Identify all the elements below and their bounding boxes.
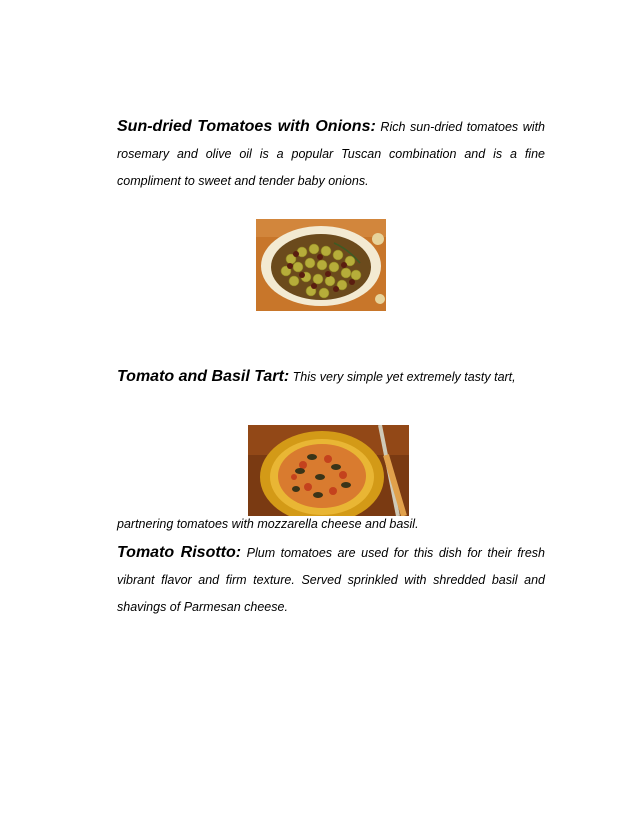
section-text: Plum tomatoes are used for this dish for their fresh vibrant flavor and firm texture. Served sprinkled with shredded basil and shavings of Parmesan cheese. <box>117 546 545 614</box>
tomato-tart-photo <box>248 425 409 516</box>
onion-dish-photo <box>256 219 386 311</box>
section-text: Rich sun-dried tomatoes with rosemary and olive oil is a popular Tuscan combination and is a fine compliment to sweet and tender baby onions. <box>117 120 545 188</box>
section-text: partnering tomatoes with mozzarella cheese and basil. <box>117 517 419 531</box>
section-heading: Sun-dried Tomatoes with Onions: <box>117 118 376 135</box>
section-tomato-basil-tart <box>117 363 545 391</box>
section-tart-continuation <box>117 511 545 538</box>
section-tomato-risotto <box>117 539 545 621</box>
section-heading: Tomato and Basil Tart: <box>117 368 290 385</box>
section-heading: Tomato Risotto: <box>117 544 242 561</box>
section-text: This very simple yet extremely tasty tart, <box>292 370 516 384</box>
section-sun-dried-tomatoes <box>117 113 545 195</box>
